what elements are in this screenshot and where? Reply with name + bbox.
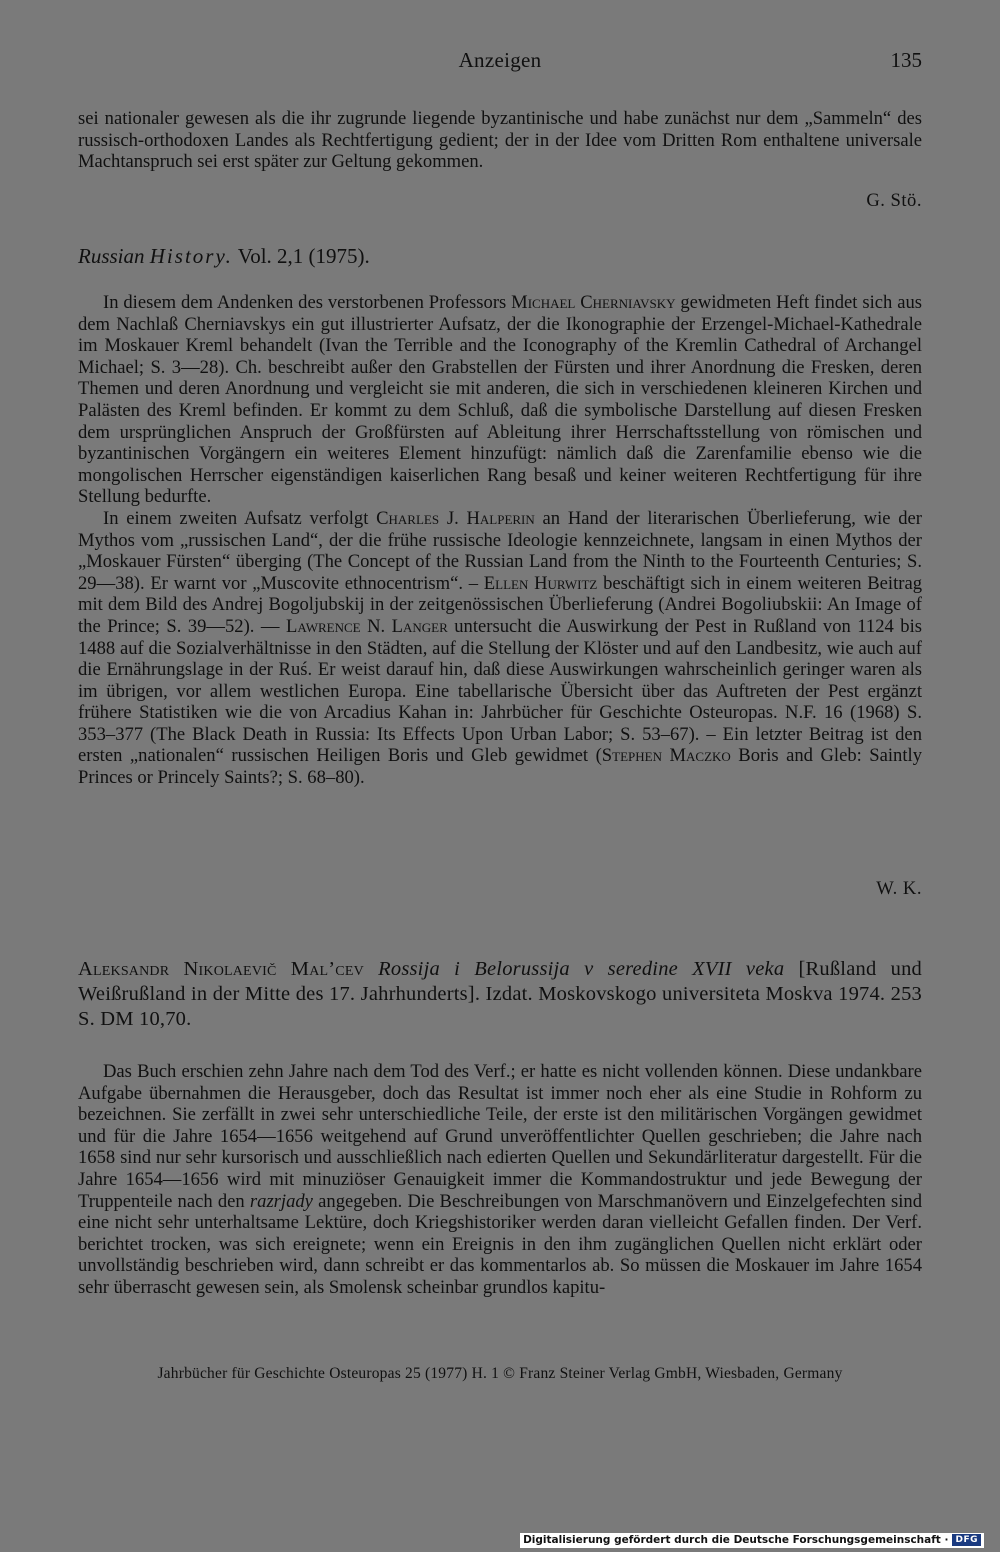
journal-name-spaced: History. [149, 244, 233, 268]
book-title: Rossija i Belorussija v seredine XVII veka [378, 958, 785, 980]
book-details: [Rußland und Weißrußland in der Mitte des 17. Jahrhunderts]. Izdat. Moskovskogo universiteta Moskva 1974. 253 S. DM 10,70. [78, 958, 922, 1030]
person-name: Lawrence N. Langer [286, 615, 448, 637]
page-number: 135 [890, 48, 922, 72]
reviewer-signature: G. Stö. [866, 190, 922, 211]
person-name: Stephen Maczko [601, 745, 731, 767]
volume-info: Vol. 2,1 (1975). [232, 244, 370, 268]
paragraph: In einem zweiten Aufsatz verfolgt Charles J. Halperin an Hand der literarischen Überlieferung, wie der Mythos vom „russischen Land“, der die frühe russische Ideologie kennzeichnete, langsam in einen Mythos der „Moskauer Fürsten“ überging (The Concept of the Russian Land from the Ninth to the Fourteenth Centuries; S. 29—38). Er warnt vor „Muscovite ethnocentrism“. – Ellen Hurwitz beschäftigt sich in einem weiteren Beitrag mit dem Bild des Andrej Bogoljubskij in der zeitgenössischen Überlieferung (Andrei Bogoliubskii: An Image of the Prince; S. 39—52). — Lawrence N. Langer untersucht die Auswirkung der Pest in Rußland von 1124 bis 1488 auf die Sozialverhältnisse in den Städten, auf die Stellung der Klöster und auf den Landbesitz, wie auch auf die Ernährungslage in der Ruś. Er weist darauf hin, daß diese Auswirkungen wahrscheinlich geringer waren als im übrigen, vor allem westlichen Europa. Eine tabellarische Übersicht über das Auftreten der Pest ergänzt frühere Statistiken wie die von Arcadius Kahan in: Jahrbücher für Geschichte Osteuropas. N.F. 16 (1968) S. 353–377 (The Black Death in Russia: Its Effects Upon Urban Labor; S. 53–67). – Ein letzter Beitrag ist den ersten „nationalen“ russischen Heiligen Boris und Gleb gewidmet (Stephen Maczko Boris and Gleb: Saintly Princes or Princely Saints?; S. 68–80). [78, 507, 923, 789]
paragraph: sei nationaler gewesen als die ihr zugrunde liegende byzantinische und habe zunächst nur dem „Sammeln“ des russisch-orthodoxen Landes als Rechtfertigung gedient; der in der Idee vom Dritten Rom enthaltene universale Machtanspruch sei erst später zur Geltung gekommen. [78, 108, 922, 173]
book-author: Aleksandr Nikolaevič Mal’cev [78, 958, 364, 980]
person-name: Michael Cherniavsky [511, 292, 676, 313]
book-citation [78, 957, 922, 1032]
running-title: Anzeigen [458, 48, 542, 72]
reviewer-signature: W. K. [876, 878, 922, 899]
journal-footer: Jahrbücher für Geschichte Osteuropas 25 (1977) H. 1 © Franz Steiner Verlag GmbH, Wiesbaden, Germany [157, 1365, 843, 1382]
journal-name: Russian [78, 244, 145, 268]
person-name: Ellen Hurwitz [483, 572, 598, 594]
paragraph: Das Buch erschien zehn Jahre nach dem Tod des Verf.; er hatte es nicht vollenden können. Diese undankbare Aufgabe übernahmen die Herausgeber, doch das Resultat ist immer noch eher als eine Studie in Rohform zu bezeichnen. Sie zerfällt in zwei sehr unterschiedliche Teile, der erste ist den militärischen Vorgängen gewidmet und für die Jahre 1654—1656 weitgehend auf Grund unveröffentlichter Quellen geschrieben; die Jahre nach 1658 sind nur sehr kursorisch und ausschließlich nach edierten Quellen und Sekundärliteratur dargestellt. Für die Jahre 1654—1656 wird mit minuziöser Genauigkeit immer die Kommandostruktur und jede Bewegung der Truppenteile nach den razrjady angegeben. Die Beschreibungen von Marschmanövern und Einzelgefechten sind eine nicht sehr unterhaltsame Lektüre, doch Kriegshistoriker werden daran vielleicht Gefallen finden. Der Verf. berichtet trocken, was sich ereignete; wenn ein Ereignis in den ihm zugänglichen Quellen nicht erklärt oder unvollständig beschrieben wird, dann schreibt er das kommentarlos ab. So müssen die Moskauer im Jahre 1654 sehr überrascht gewesen sein, als Smolensk scheinbar grundlos kapitu- [78, 1061, 922, 1298]
digitization-notice: Digitalisierung gefördert durch die Deutsche Forschungsgemeinschaft · DFG [520, 1533, 984, 1548]
person-name: Charles J. Halperin [376, 507, 535, 529]
running-header [0, 48, 1000, 78]
review-body [78, 1061, 922, 1299]
dfg-logo: DFG [952, 1534, 981, 1546]
paragraph: In diesem dem Andenken des verstorbenen Professors Michael Cherniavsky gewidmeten Heft findet sich aus dem Nachlaß Cherniavskys ein gut illustrierter Aufsatz, der die Ikonographie der Erzengel-Michael-Kathedrale im Moskauer Kreml behandelt (Ivan the Terrible and the Iconography of the Kremlin Cathedral of Archangel Michael; S. 3—28). Ch. beschreibt außer den Grabstellen der Fürsten und ihrer Anordnung die Fresken, deren Themen und deren Anordnung und vergleicht sie mit anderen, die sich in verschiedenen kleineren Kirchen und Palästen des Kreml befinden. Er kommt zu dem Schluß, daß die symbolische Darstellung auf diesen Fresken dem ursprünglichen Anspruch der Großfürsten auf Ableitung ihrer Herrschaftsstellung von römischen und byzantinischen Vorgängern ein weiteres Element hinzufügt: nämlich daß die Zarenfamilie ebenso wie die mongolischen Herrscher eigenständigen kaiserlichen Rang besaß und keiner weiteren Rechtfertigung für ihre Stellung bedurfte. [78, 292, 923, 508]
section-heading [78, 244, 922, 269]
review-continuation [78, 108, 922, 173]
review-body [78, 292, 922, 789]
